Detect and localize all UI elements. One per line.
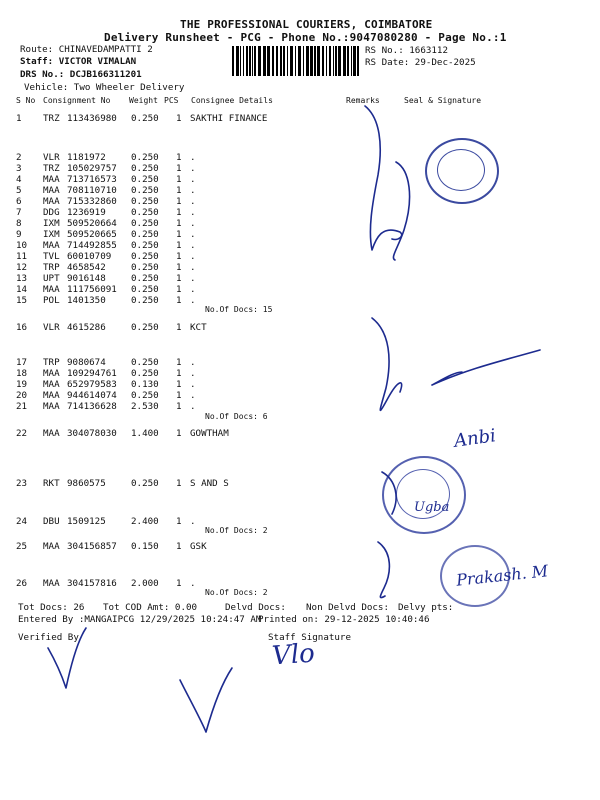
row-weight: 2.000 [131, 578, 159, 589]
verified-by: Verified By [18, 632, 79, 643]
row-origin-code: TVL [43, 251, 60, 262]
row-weight: 0.250 [131, 478, 159, 489]
col-consignment: Consignment No [43, 96, 111, 105]
row-consignment-number: 713716573 [67, 174, 117, 185]
row-weight: 2.530 [131, 401, 159, 412]
signature-row-22: Anbi [452, 425, 498, 452]
row-sno: 25 [16, 541, 28, 552]
doc-count-21: No.Of Docs: 6 [205, 412, 268, 421]
row-consignee: . [190, 368, 196, 379]
row-consignment-number: 60010709 [67, 251, 112, 262]
row-origin-code: MAA [43, 541, 60, 552]
printed-on: Printed on: 29-12-2025 10:40:46 [258, 614, 430, 625]
row-weight: 0.250 [131, 251, 159, 262]
row-pcs: 1 [176, 516, 182, 527]
row-pcs: 1 [176, 322, 182, 333]
delivered-docs: Delvd Docs: [225, 602, 286, 613]
row-pcs: 1 [176, 541, 182, 552]
row-consignment-number: 714136628 [67, 401, 117, 412]
row-consignee: . [190, 390, 196, 401]
row-consignee: . [190, 295, 196, 306]
row-consignee: . [190, 357, 196, 368]
row-consignment-number: 1509125 [67, 516, 106, 527]
row-consignee: . [190, 578, 196, 589]
row-sno: 3 [16, 163, 22, 174]
row-sno: 8 [16, 218, 22, 229]
runsheet-title: Delivery Runsheet - PCG - Phone No.:9047080280 - Page No.:1 [104, 31, 507, 44]
row-consignment-number: 944614074 [67, 390, 117, 401]
row-consignee: . [190, 379, 196, 390]
row-consignment-number: 708110710 [67, 185, 117, 196]
verified-check [48, 628, 86, 688]
rs-number: RS No.: 1663112 [365, 45, 448, 56]
row-consignment-number: 109294761 [67, 368, 117, 379]
row-origin-code: MAA [43, 368, 60, 379]
row-weight: 0.250 [131, 273, 159, 284]
col-remarks: Remarks [346, 96, 380, 105]
row-weight: 0.250 [131, 152, 159, 163]
row-sno: 4 [16, 174, 22, 185]
row-weight: 0.250 [131, 196, 159, 207]
col-sno: S No [16, 96, 36, 105]
row-origin-code: MAA [43, 401, 60, 412]
remark-stroke-5 [382, 472, 396, 514]
row-consignment-number: 652979583 [67, 379, 117, 390]
row-sno: 26 [16, 578, 28, 589]
row-pcs: 1 [176, 240, 182, 251]
row-sno: 6 [16, 196, 22, 207]
row-consignee: . [190, 152, 196, 163]
vehicle-label: Vehicle: Two Wheeler Delivery [24, 82, 185, 93]
row-pcs: 1 [176, 262, 182, 273]
non-delivered-docs: Non Delvd Docs: [306, 602, 389, 613]
total-cod: Tot COD Amt: 0.00 [103, 602, 198, 613]
row-weight: 0.250 [131, 357, 159, 368]
row-consignment-number: 9080674 [67, 357, 106, 368]
row-weight: 0.250 [131, 284, 159, 295]
row-consignment-number: 715332860 [67, 196, 117, 207]
arrow-stroke [432, 350, 540, 385]
row-weight: 0.250 [131, 262, 159, 273]
row-weight: 2.400 [131, 516, 159, 527]
row-origin-code: MAA [43, 284, 60, 295]
row-consignment-number: 111756091 [67, 284, 117, 295]
row-pcs: 1 [176, 163, 182, 174]
row-origin-code: DBU [43, 516, 60, 527]
row-consignee: . [190, 207, 196, 218]
row-sno: 16 [16, 322, 28, 333]
row-sno: 19 [16, 379, 28, 390]
row-pcs: 1 [176, 428, 182, 439]
row-consignment-number: 105029757 [67, 163, 117, 174]
row-origin-code: MAA [43, 196, 60, 207]
row-sno: 11 [16, 251, 28, 262]
row-consignee: . [190, 262, 196, 273]
row-weight: 1.400 [131, 428, 159, 439]
drs-label: DRS No.: DCJB166311201 [20, 69, 142, 80]
row-pcs: 1 [176, 401, 182, 412]
row-sno: 10 [16, 240, 28, 251]
row-consignee: KCT [190, 322, 207, 333]
row-pcs: 1 [176, 113, 182, 124]
row-consignment-number: 304157816 [67, 578, 117, 589]
col-weight: Weight [129, 96, 158, 105]
row-pcs: 1 [176, 357, 182, 368]
row-weight: 0.130 [131, 379, 159, 390]
row-consignment-number: 4615286 [67, 322, 106, 333]
row-weight: 0.250 [131, 240, 159, 251]
row-origin-code: TRP [43, 357, 60, 368]
row-consignee: . [190, 229, 196, 240]
row-pcs: 1 [176, 368, 182, 379]
row-pcs: 1 [176, 478, 182, 489]
row-origin-code: VLR [43, 322, 60, 333]
row-origin-code: MAA [43, 174, 60, 185]
row-weight: 0.250 [131, 185, 159, 196]
row-sno: 7 [16, 207, 22, 218]
row-consignee: . [190, 218, 196, 229]
remark-stroke-1 [365, 106, 402, 250]
row-origin-code: MAA [43, 185, 60, 196]
row-weight: 0.250 [131, 295, 159, 306]
row-sno: 22 [16, 428, 28, 439]
row-consignment-number: 113436980 [67, 113, 117, 124]
row-consignment-number: 9016148 [67, 273, 106, 284]
row-sno: 15 [16, 295, 28, 306]
row-sno: 17 [16, 357, 28, 368]
entered-by: Entered By :MANGAIPCG 12/29/2025 10:24:47 AM [18, 614, 262, 625]
row-pcs: 1 [176, 196, 182, 207]
row-weight: 0.250 [131, 229, 159, 240]
row-origin-code: TRZ [43, 163, 60, 174]
staff-signature: Vlo [271, 638, 316, 672]
row-weight: 0.250 [131, 390, 159, 401]
row-consignee: . [190, 251, 196, 262]
row-origin-code: MAA [43, 379, 60, 390]
row-origin-code: DDG [43, 207, 60, 218]
row-sno: 5 [16, 185, 22, 196]
row-consignment-number: 9860575 [67, 478, 106, 489]
row-sno: 23 [16, 478, 28, 489]
row-origin-code: MAA [43, 578, 60, 589]
row-sno: 18 [16, 368, 28, 379]
row-consignee: GSK [190, 541, 207, 552]
row-weight: 0.250 [131, 368, 159, 379]
row-pcs: 1 [176, 174, 182, 185]
row-origin-code: RKT [43, 478, 60, 489]
row-pcs: 1 [176, 185, 182, 196]
col-consignee: Consignee Details [191, 96, 273, 105]
row-consignee: SAKTHI FINANCE [190, 113, 268, 124]
row-consignment-number: 304078030 [67, 428, 117, 439]
row-sno: 14 [16, 284, 28, 295]
row-origin-code: IXM [43, 229, 60, 240]
row-origin-code: MAA [43, 428, 60, 439]
doc-count-15: No.Of Docs: 15 [205, 305, 273, 314]
row-sno: 12 [16, 262, 28, 273]
doc-count-26: No.Of Docs: 2 [205, 588, 268, 597]
row-pcs: 1 [176, 578, 182, 589]
row-pcs: 1 [176, 251, 182, 262]
row-weight: 0.250 [131, 218, 159, 229]
row-pcs: 1 [176, 273, 182, 284]
remark-stroke-3 [393, 162, 409, 260]
row-consignee: . [190, 240, 196, 251]
row-weight: 0.250 [131, 174, 159, 185]
row-consignee: S AND S [190, 478, 229, 489]
row-pcs: 1 [176, 152, 182, 163]
row-consignee: . [190, 284, 196, 295]
row-sno: 1 [16, 113, 22, 124]
row-pcs: 1 [176, 390, 182, 401]
row-consignment-number: 714492855 [67, 240, 117, 251]
remark-stroke-2 [372, 318, 402, 410]
row-origin-code: IXM [43, 218, 60, 229]
row-origin-code: VLR [43, 152, 60, 163]
row-consignee: . [190, 516, 196, 527]
row-consignment-number: 1236919 [67, 207, 106, 218]
row-origin-code: TRP [43, 262, 60, 273]
row-consignee: GOWTHAM [190, 428, 229, 439]
row-weight: 0.250 [131, 163, 159, 174]
row-consignee: . [190, 196, 196, 207]
row-origin-code: TRZ [43, 113, 60, 124]
row-consignee: . [190, 401, 196, 412]
row-consignee: . [190, 174, 196, 185]
row-origin-code: MAA [43, 240, 60, 251]
col-pcs: PCS [164, 96, 179, 105]
row-consignment-number: 1401350 [67, 295, 106, 306]
delivery-points: Delvy pts: [398, 602, 454, 613]
row-consignee: . [190, 185, 196, 196]
row-weight: 0.250 [131, 113, 159, 124]
row-weight: 0.250 [131, 207, 159, 218]
row-consignment-number: 304156857 [67, 541, 117, 552]
row-pcs: 1 [176, 218, 182, 229]
tick-mark [180, 668, 232, 732]
company-name: THE PROFESSIONAL COURIERS, COIMBATORE [180, 18, 433, 31]
row-sno: 2 [16, 152, 22, 163]
staff-label: Staff: VICTOR VIMALAN [20, 56, 137, 67]
row-sno: 13 [16, 273, 28, 284]
col-seal-signature: Seal & Signature [404, 96, 482, 105]
row-origin-code: UPT [43, 273, 60, 284]
row-sno: 9 [16, 229, 22, 240]
row-pcs: 1 [176, 284, 182, 295]
row-weight: 0.250 [131, 322, 159, 333]
route-label: Route: CHINAVEDAMPATTI 2 [20, 44, 153, 55]
row-pcs: 1 [176, 379, 182, 390]
remark-stroke-4 [378, 542, 389, 598]
row-pcs: 1 [176, 207, 182, 218]
total-docs: Tot Docs: 26 [18, 602, 85, 613]
row-pcs: 1 [176, 229, 182, 240]
row-consignee: . [190, 163, 196, 174]
row-origin-code: POL [43, 295, 60, 306]
row-consignee: . [190, 273, 196, 284]
staff-signature-label: Staff Signature [268, 632, 351, 643]
row-weight: 0.150 [131, 541, 159, 552]
row-sno: 20 [16, 390, 28, 401]
doc-count-24: No.Of Docs: 2 [205, 526, 268, 535]
row-pcs: 1 [176, 295, 182, 306]
rs-date: RS Date: 29-Dec-2025 [365, 57, 476, 68]
row-consignment-number: 509520664 [67, 218, 117, 229]
signature-row-26: Prakash. M [455, 561, 550, 590]
row-consignment-number: 509520665 [67, 229, 117, 240]
row-consignment-number: 4658542 [67, 262, 106, 273]
row-consignment-number: 1181972 [67, 152, 106, 163]
signature-row-24: Ugba [414, 500, 450, 515]
row-origin-code: MAA [43, 390, 60, 401]
row-sno: 24 [16, 516, 28, 527]
row-sno: 21 [16, 401, 28, 412]
